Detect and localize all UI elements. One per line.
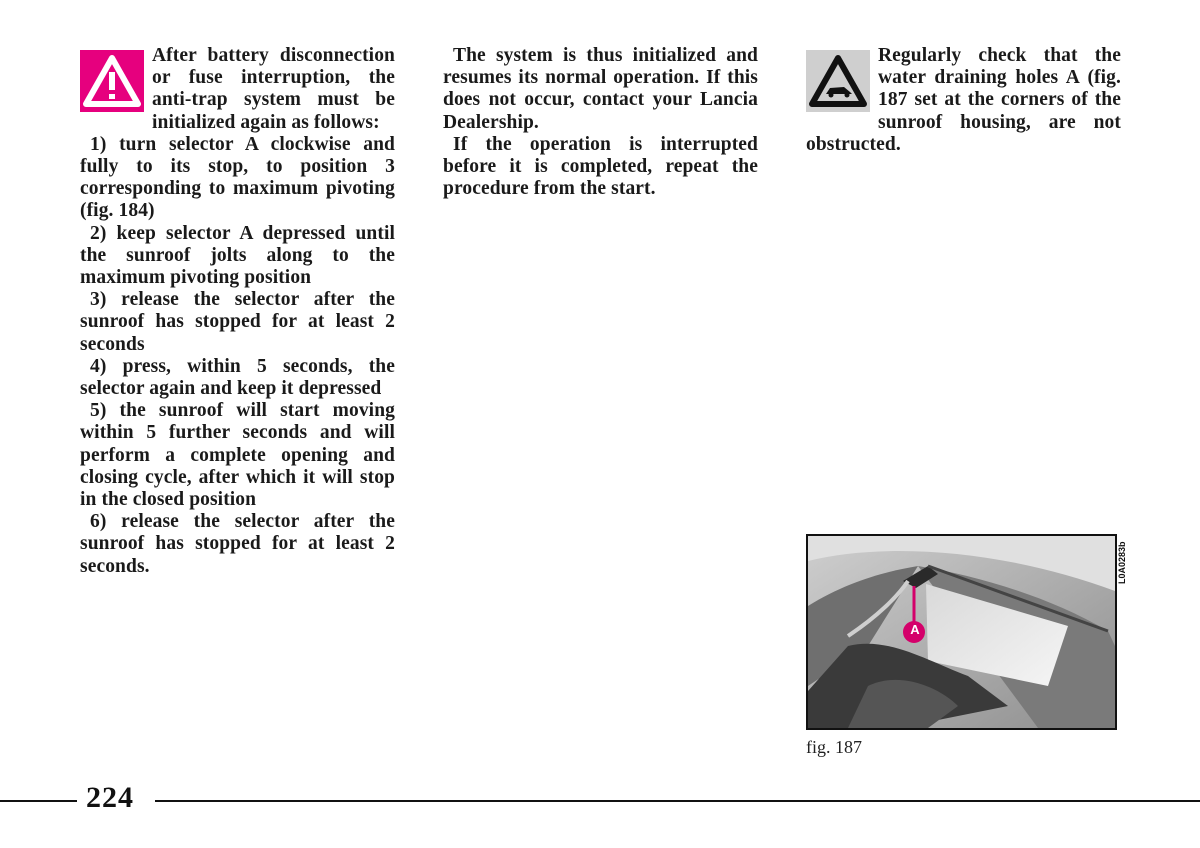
column-middle xyxy=(443,45,758,200)
column-right xyxy=(806,45,1121,156)
step-2: 2) keep selector A depressed until the sunroof jolts along to the maximum pivoting position xyxy=(80,222,395,289)
figure-sunroof-photo xyxy=(806,534,1117,730)
footer-rule-right xyxy=(155,800,1200,802)
figure-code: L0A0283b xyxy=(1117,541,1127,584)
figure-caption: fig. 187 xyxy=(806,737,862,757)
paragraph-initialized: The system is thus initialized and resumes its normal operation. If this does not occur, contact your Lancia Dealership. xyxy=(443,45,758,133)
marker-A-label: A xyxy=(910,622,920,637)
footer-rule-left xyxy=(0,800,77,802)
warning-triangle-icon xyxy=(80,50,144,112)
warning-lead-text: After battery disconnection or fuse interruption, the anti-trap system must be initialized again as follows: xyxy=(152,45,395,133)
step-3: 3) release the selector after the sunroof has stopped for at least 2 seconds xyxy=(80,289,395,355)
step-4: 4) press, within 5 seconds, the selector again and keep it depressed xyxy=(80,355,395,400)
step-5: 5) the sunroof will start moving within 5 further seconds and will perform a complete opening and closing cycle, after which it will stop in the closed position xyxy=(80,400,395,511)
car-care-triangle-icon xyxy=(806,50,870,112)
paragraph-interrupted: If the operation is interrupted before it is completed, repeat the procedure from the start. xyxy=(443,133,758,200)
column-left xyxy=(80,45,395,578)
page-number: 224 xyxy=(86,781,134,814)
drain-holes-text: Regularly check that the water draining holes A (fig. 187 set at the corners of the sunroof housing, are not obstructed. xyxy=(806,45,1121,155)
step-6: 6) release the selector after the sunroof has stopped for at least 2 seconds. xyxy=(80,511,395,577)
step-1: 1) turn selector A clockwise and fully to its stop, to position 3 corresponding to maximum pivoting (fig. 184) xyxy=(80,133,395,222)
